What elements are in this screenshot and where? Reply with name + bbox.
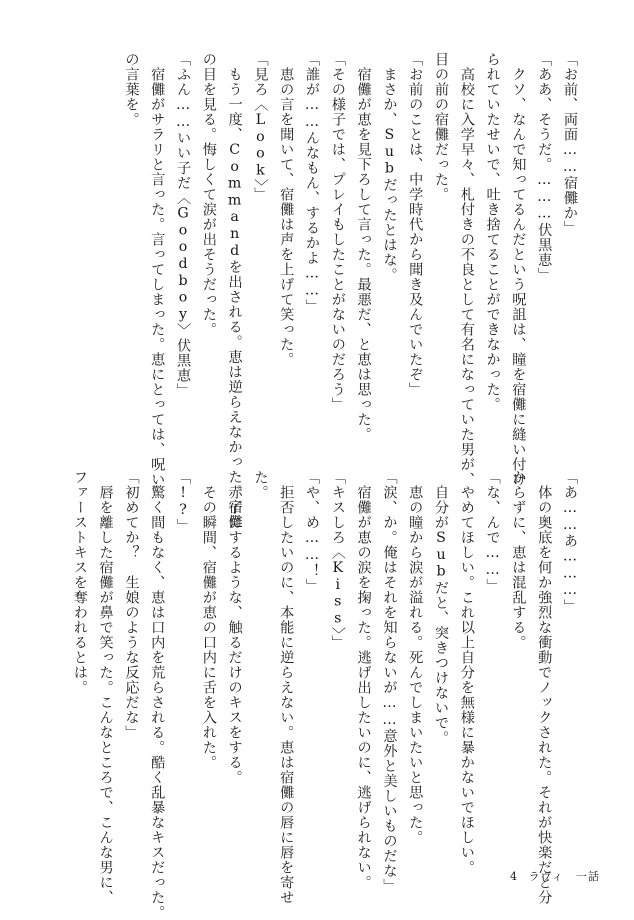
upper-text-block: [118, 52, 582, 530]
text-line: まさか、Subだったとはな。: [381, 52, 398, 283]
text-line: 唇を離した宿儺が鼻で笑った。こんなところで、こんな男に、: [97, 470, 114, 905]
text-line: 驚く間もなく、恵は口内を荒らされる。酷く乱暴なキスだった。: [149, 470, 166, 920]
text-line: 「誰が……んなもん、するかよ……」: [304, 52, 321, 315]
text-line: もう一度、Commandを出される。恵は逆らえなかった。宿儺: [226, 52, 243, 530]
text-line: その瞬間、宿儺が恵の口内に舌を入れた。: [200, 470, 217, 770]
text-line: 赤子にするような、触るだけのキスをする。: [226, 470, 243, 785]
text-line: ファーストキスを奪われるとは。: [71, 470, 88, 695]
text-line: 「ふん……いい子だ〈Goodboy〉伏黒恵」: [175, 52, 192, 399]
text-line: 恵の言を聞いて、宿儺は声を上げて笑った。: [278, 52, 295, 367]
text-line: 「その様子では、プレイもしたことがないのだろう」: [329, 52, 346, 412]
text-line: 恵の瞳から涙が溢れる。死んでしまいたいと思った。: [407, 470, 424, 845]
text-line: 目の前の宿儺だった。: [433, 52, 450, 202]
text-line: 「な、んで……」: [484, 470, 501, 594]
text-line: 宿儺が恵の涙を掬った。逃げ出したいのに、逃げられない。: [355, 470, 372, 890]
text-line: 自分がSubだと、突きつけないで。: [433, 470, 450, 746]
text-line: やめてほしい。これ以上自分を無様に暴かないでほしい。: [458, 470, 475, 875]
text-line: 「キスしろ〈Kiss〉」: [329, 470, 346, 651]
text-line: 「!?」: [175, 470, 192, 534]
text-line: 宿儺がサラリと言った。言ってしまった。恵にとっては、呪い: [149, 52, 166, 487]
text-line: 拒否したいのに、本能に逆らえない。恵は宿儺の唇に唇を寄せ: [278, 470, 295, 905]
page-number: 4: [510, 870, 518, 883]
running-title: ラヴィ 一話: [528, 870, 600, 883]
text-line: 「あ……あ………」: [562, 470, 578, 614]
page-footer: [510, 868, 606, 884]
text-line: 「お前、両面……宿儺か」: [562, 52, 578, 236]
text-line: からずに、恵は混乱する。: [510, 470, 527, 650]
text-line: 高校に入学早々、札付きの不良として有名になっていた男が、: [458, 52, 475, 487]
text-line: 「ああ、そうだ。………伏黒恵」: [536, 52, 553, 283]
text-line: 「涙、か。俺はそれを知らないが……意外と美しいものだな」: [381, 470, 398, 894]
text-line: の言葉を。: [123, 52, 140, 127]
text-line: 宿儺が恵を見下ろして言った。最悪だ、と恵は思った。: [355, 52, 372, 442]
text-line: 「や、め……！」: [304, 470, 321, 594]
text-line: られていたせいで、吐き捨てることができなかった。: [484, 52, 501, 412]
text-line: の目を見る。悔しくて涙が出そうだった。: [200, 52, 217, 337]
text-line: 「初めてか？ 生娘のような反応だな」: [123, 470, 140, 740]
text-line: 「見ろ〈Look〉」: [252, 52, 269, 203]
text-line: 体の奥底を何か強烈な衝動でノックされた。それが快楽だと分: [536, 470, 553, 905]
text-line: 「お前のことは、中学時代から聞き及んでいたぞ」: [407, 52, 424, 397]
text-line: クソ、なんで知ってるんだという呪詛は、瞳を宿儺に縫い付け: [510, 52, 527, 487]
text-line: た。: [252, 470, 269, 500]
